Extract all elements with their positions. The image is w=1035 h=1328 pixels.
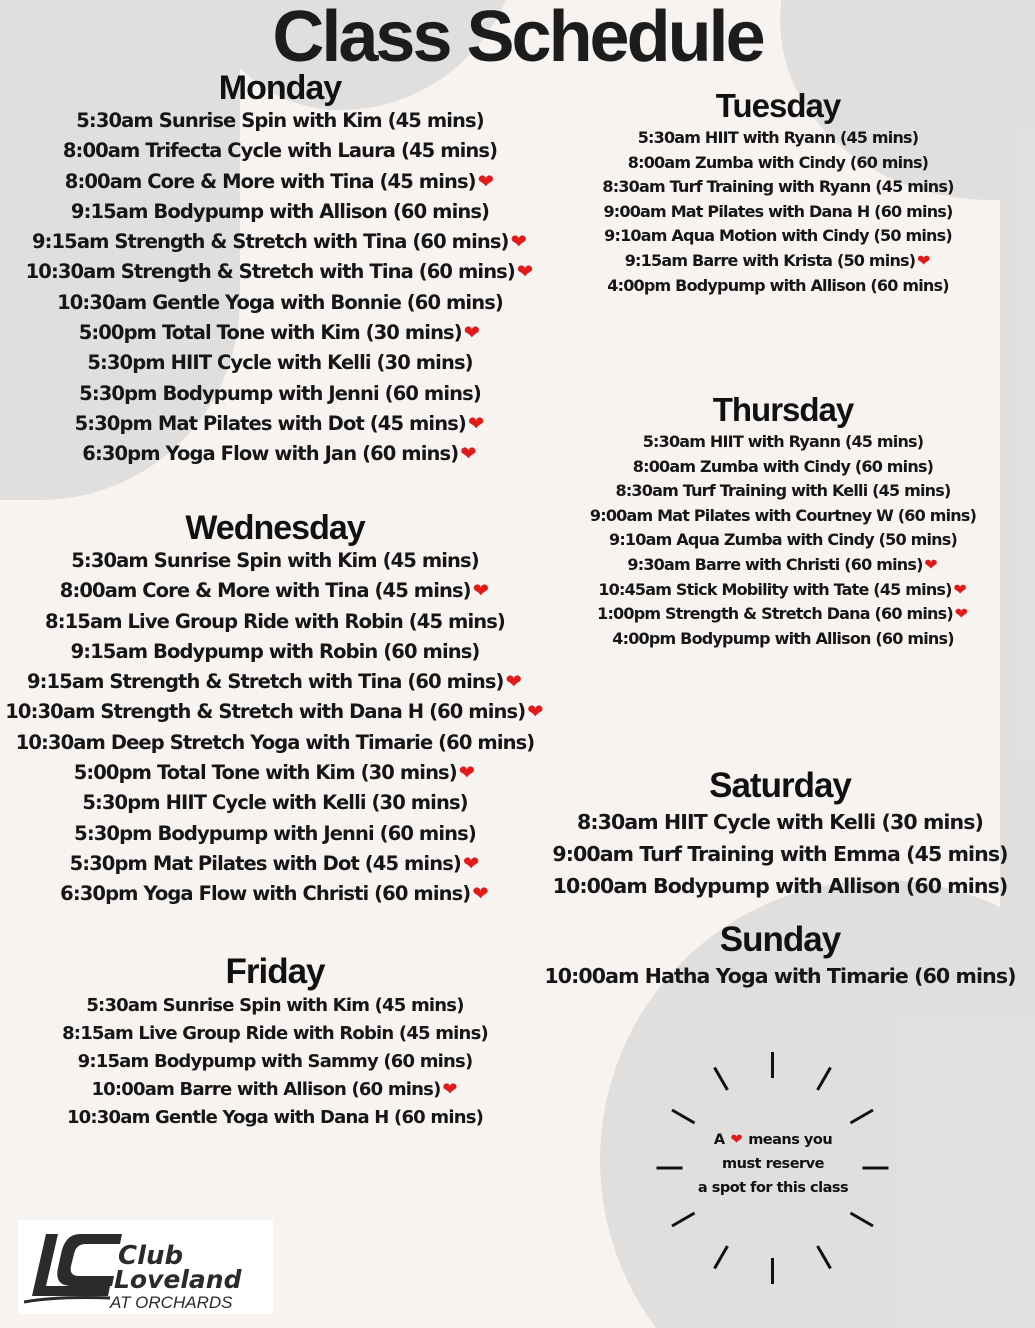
- class-text: 5:30am HIIT with Ryann (45 mins): [637, 128, 919, 147]
- day-heading-friday: Friday: [225, 952, 325, 991]
- class-item: [0, 379, 560, 409]
- class-item: [0, 257, 560, 287]
- class-text: 5:30pm Mat Pilates with Dot (45 mins): [74, 411, 466, 435]
- ray-line: [671, 1109, 695, 1125]
- class-text: 10:30am Gentle Yoga with Dana H (60 mins): [66, 1107, 484, 1128]
- day-heading-wednesday: Wednesday: [185, 509, 365, 547]
- class-item: [0, 106, 560, 136]
- class-text: 5:30pm Mat Pilates with Dot (45 mins): [69, 851, 461, 875]
- class-text: 5:30pm HIIT Cycle with Kelli (30 mins): [82, 791, 468, 815]
- class-item: [0, 439, 560, 469]
- class-item: [548, 200, 1008, 225]
- class-item: [558, 528, 1008, 553]
- logo-line2: Loveland: [114, 1265, 242, 1294]
- class-item: [30, 992, 520, 1020]
- class-item: [0, 546, 550, 576]
- ray-line: [771, 1258, 774, 1284]
- class-text: 9:15am Strength & Stretch with Tina (60 mins): [26, 670, 504, 694]
- ray-line: [850, 1212, 874, 1228]
- class-text: 8:00am Trifecta Cycle with Laura (45 mins): [62, 139, 498, 163]
- class-item: [548, 274, 1008, 299]
- legend-text: [652, 1128, 894, 1200]
- class-list-saturday: [540, 806, 1020, 902]
- ray-line: [713, 1067, 729, 1091]
- club-loveland-logo: [18, 1220, 273, 1314]
- page-title: Class Schedule: [272, 0, 763, 77]
- class-text: 9:15am Strength & Stretch with Tina (60 mins): [31, 230, 509, 254]
- ray-line: [850, 1109, 874, 1125]
- day-sunday: [535, 920, 1025, 992]
- class-text: 4:00pm Bodypump with Allison (60 mins): [612, 628, 954, 648]
- class-list-monday: [0, 106, 560, 470]
- class-item: [0, 288, 560, 318]
- heart-icon: [476, 167, 496, 197]
- class-item: [30, 1076, 520, 1104]
- class-text: 8:00am Zumba with Cindy (60 mins): [627, 152, 929, 172]
- heart-icon: [923, 553, 939, 578]
- class-item: [0, 819, 550, 849]
- day-heading-tuesday: Tuesday: [715, 87, 841, 124]
- day-friday: [30, 952, 520, 1132]
- class-text: 5:30am Sunrise Spin with Kim (45 mins): [86, 995, 464, 1016]
- class-item: [548, 224, 1008, 249]
- class-item: [0, 879, 550, 909]
- heart-icon: [953, 602, 969, 627]
- logo-line3: AT ORCHARDS: [110, 1293, 233, 1312]
- class-text: 1:00pm Strength & Stretch Dana (60 mins): [597, 604, 953, 624]
- class-item: [0, 637, 550, 667]
- class-text: 8:00am Zumba with Cindy (60 mins): [632, 456, 934, 476]
- class-item: [0, 576, 550, 606]
- heart-icon: [915, 249, 931, 274]
- class-text: 6:30pm Yoga Flow with Jan (60 mins): [82, 442, 459, 466]
- class-text: 8:15am Live Group Ride with Robin (45 mins): [45, 609, 505, 633]
- class-item: [535, 960, 1025, 992]
- class-text: 9:00am Mat Pilates with Courtney W (60 mins): [589, 505, 977, 525]
- class-text: 10:30am Deep Stretch Yoga with Timarie (60 mins): [15, 730, 535, 754]
- class-item: [0, 607, 550, 637]
- heart-icon: [471, 576, 491, 606]
- legend-line1: means you: [748, 1132, 833, 1148]
- class-list-friday: [30, 992, 520, 1132]
- ray-line: [771, 1052, 774, 1078]
- class-text: 10:30am Strength & Stretch with Tina (60 mins): [25, 260, 515, 284]
- class-item: [558, 430, 1008, 455]
- class-item: [0, 409, 560, 439]
- heart-icon: [441, 1076, 459, 1104]
- heart-icon: [458, 439, 478, 469]
- logo-line1: Club: [118, 1241, 184, 1271]
- ray-line: [816, 1245, 832, 1269]
- legend-line2: must reserve: [722, 1156, 824, 1172]
- class-item: [0, 758, 550, 788]
- class-text: 5:30pm Bodypump with Jenni (60 mins): [74, 821, 476, 845]
- class-item: [558, 553, 1008, 578]
- class-item: [30, 1104, 520, 1132]
- class-text: 10:30am Gentle Yoga with Bonnie (60 mins): [57, 290, 503, 314]
- class-item: [540, 870, 1020, 902]
- day-monday: [0, 70, 560, 470]
- heart-icon: [457, 758, 477, 788]
- class-item: [558, 627, 1008, 652]
- class-text: 8:00am Core & More with Tina (45 mins): [59, 579, 471, 603]
- class-text: 9:15am Bodypump with Allison (60 mins): [70, 199, 490, 223]
- class-item: [30, 1020, 520, 1048]
- class-item: [0, 318, 560, 348]
- class-text: 10:00am Barre with Allison (60 mins): [91, 1079, 441, 1100]
- day-saturday: [540, 766, 1020, 902]
- class-text: 9:10am Aqua Motion with Cindy (50 mins): [604, 226, 952, 246]
- class-item: [540, 838, 1020, 870]
- class-item: [0, 136, 560, 166]
- class-item: [540, 806, 1020, 838]
- ray-line: [671, 1212, 695, 1228]
- class-text: 5:30am HIIT with Ryann (45 mins): [642, 432, 924, 451]
- heart-icon: [952, 578, 968, 603]
- day-heading-sunday: Sunday: [719, 920, 841, 959]
- class-text: 5:00pm Total Tone with Kim (30 mins): [78, 321, 462, 345]
- logo-mark: [18, 1220, 273, 1314]
- class-item: [0, 348, 560, 378]
- class-item: [558, 578, 1008, 603]
- class-text: 9:00am Mat Pilates with Dana H (60 mins): [603, 201, 953, 221]
- ray-line: [713, 1245, 729, 1269]
- class-item: [0, 667, 550, 697]
- class-item: [30, 1048, 520, 1076]
- class-item: [558, 504, 1008, 529]
- day-heading-thursday: Thursday: [712, 391, 854, 428]
- heart-icon: [525, 697, 545, 727]
- day-heading-saturday: Saturday: [709, 766, 851, 805]
- class-text: 10:00am Hatha Yoga with Timarie (60 mins): [544, 964, 1016, 988]
- class-text: 9:00am Turf Training with Emma (45 mins): [552, 842, 1008, 866]
- reserve-legend: [652, 1044, 894, 1292]
- class-item: [548, 175, 1008, 200]
- legend-line3: a spot for this class: [697, 1180, 849, 1196]
- class-text: 9:15am Bodypump with Robin (60 mins): [70, 639, 480, 663]
- class-text: 10:00am Bodypump with Allison (60 mins): [552, 874, 1008, 898]
- ray-line: [816, 1067, 832, 1091]
- class-item: [548, 249, 1008, 274]
- class-text: 5:30am Sunrise Spin with Kim (45 mins): [76, 109, 484, 132]
- day-heading-monday: Monday: [218, 69, 342, 107]
- class-text: 8:30am HIIT Cycle with Kelli (30 mins): [576, 810, 983, 834]
- class-item: [548, 151, 1008, 176]
- day-wednesday: [0, 510, 550, 910]
- class-item: [558, 479, 1008, 504]
- day-thursday: [558, 390, 1008, 651]
- heart-icon: [466, 409, 486, 439]
- class-item: [0, 697, 550, 727]
- heart-icon: [509, 227, 529, 257]
- class-text: 8:30am Turf Training with Ryann (45 mins): [602, 177, 954, 197]
- class-item: [548, 126, 1008, 151]
- class-item: [558, 455, 1008, 480]
- class-item: [0, 197, 560, 227]
- class-list-wednesday: [0, 546, 550, 910]
- class-text: 9:30am Barre with Christi (60 mins): [627, 554, 923, 574]
- class-list-thursday: [558, 430, 1008, 651]
- heart-icon: [461, 849, 481, 879]
- class-item: [0, 849, 550, 879]
- heart-icon: [504, 667, 524, 697]
- class-text: 9:15am Barre with Krista (50 mins): [624, 250, 916, 270]
- class-text: 5:30pm Bodypump with Jenni (60 mins): [79, 381, 481, 405]
- class-text: 8:30am Turf Training with Kelli (45 mins): [615, 481, 951, 501]
- heart-icon: [462, 318, 482, 348]
- heart-icon: [729, 1128, 744, 1152]
- class-text: 4:00pm Bodypump with Allison (60 mins): [607, 275, 949, 295]
- class-text: 5:30am Sunrise Spin with Kim (45 mins): [71, 549, 479, 572]
- legend-prefix: A: [713, 1132, 725, 1148]
- class-text: 8:15am Live Group Ride with Robin (45 mins): [62, 1023, 488, 1044]
- heart-icon: [515, 257, 535, 287]
- class-item: [0, 227, 560, 257]
- class-item: [558, 602, 1008, 627]
- class-text: 5:30pm HIIT Cycle with Kelli (30 mins): [87, 351, 473, 375]
- day-tuesday: [548, 86, 1008, 298]
- class-text: 10:45am Stick Mobility with Tate (45 mins): [598, 579, 952, 599]
- class-text: 8:00am Core & More with Tina (45 mins): [64, 169, 476, 193]
- class-item: [0, 788, 550, 818]
- class-text: 5:00pm Total Tone with Kim (30 mins): [73, 761, 457, 785]
- class-text: 9:15am Bodypump with Sammy (60 mins): [77, 1051, 473, 1072]
- class-text: 9:10am Aqua Zumba with Cindy (50 mins): [609, 530, 957, 550]
- class-text: 10:30am Strength & Stretch with Dana H (60 mins): [5, 700, 526, 724]
- class-item: [0, 728, 550, 758]
- heart-icon: [470, 879, 490, 909]
- class-list-tuesday: [548, 126, 1008, 298]
- class-text: 6:30pm Yoga Flow with Christi (60 mins): [60, 882, 471, 906]
- class-list-sunday: [535, 960, 1025, 992]
- class-item: [0, 167, 560, 197]
